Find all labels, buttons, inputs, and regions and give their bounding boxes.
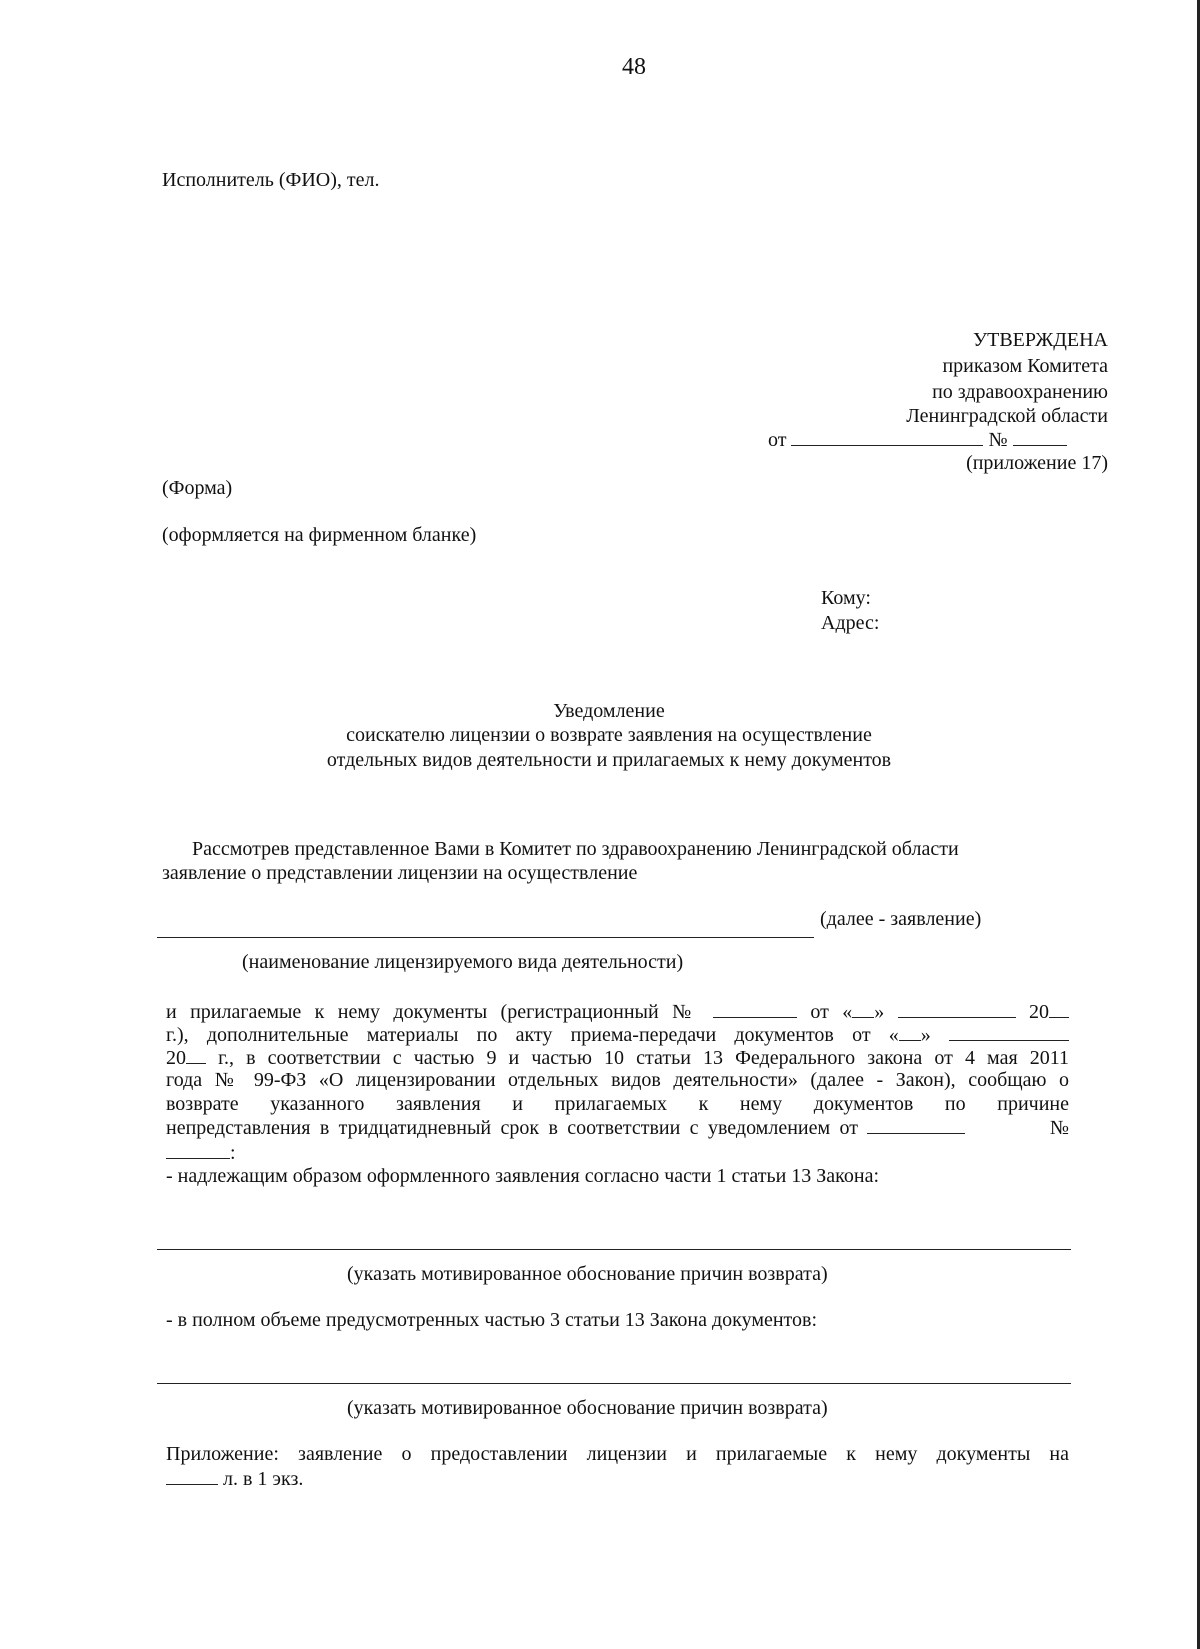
- document-subtitle-2: отдельных видов деятельности и прилагаемых к нему документов: [326, 749, 892, 771]
- attachment-line-1: Приложение: заявление о предоставлении лицензии и прилагаемые к нему документы на: [166, 1443, 1069, 1465]
- reg-date-open: от «: [810, 1001, 853, 1023]
- notice-colon: :: [230, 1142, 236, 1164]
- approval-number-blank: [1013, 428, 1067, 446]
- approval-date-line: [768, 428, 1067, 452]
- act-year-prefix: 20: [166, 1047, 186, 1069]
- reg-number-label: и прилагаемые к нему документы (регистрационный №: [166, 1001, 700, 1023]
- recipient-address-label: Адрес:: [821, 612, 880, 634]
- reg-day-blank: [852, 1000, 874, 1018]
- reg-date-group: [810, 1001, 884, 1023]
- reg-date-close: »: [874, 1001, 885, 1023]
- body-line-3: [166, 1046, 1069, 1070]
- intro-line-1: Рассмотрев представленное Вами в Комитет по здравоохранению Ленинградской области: [192, 838, 959, 860]
- reg-year-group: [1029, 1001, 1069, 1023]
- approval-line-1: приказом Комитета: [942, 355, 1108, 377]
- letterhead-note: (оформляется на фирменном бланке): [162, 524, 477, 546]
- body-line-1: [166, 1000, 1069, 1024]
- act-date-group: [166, 1024, 931, 1046]
- executor-label: Исполнитель (ФИО), тел.: [162, 169, 380, 191]
- document-subtitle-1: соискателю лицензии о возврате заявления на осуществление: [346, 724, 872, 746]
- reg-year-blank: [1049, 1000, 1069, 1018]
- activity-caption: (наименование лицензируемого вида деятельности): [242, 951, 684, 973]
- approval-date-blank: [791, 428, 983, 446]
- approval-date-prefix: от: [768, 429, 787, 451]
- body-line-6: [166, 1116, 1069, 1140]
- body-line-2: [166, 1023, 1069, 1047]
- return-reason-item-1: - надлежащим образом оформленного заявления согласно части 1 статьи 13 Закона:: [166, 1165, 880, 1187]
- reason-blank-line-2: [157, 1383, 1071, 1384]
- reg-month-blank: [898, 1000, 1016, 1018]
- act-date-label: г.), дополнительные материалы по акту приема-передачи документов от «: [166, 1024, 899, 1046]
- notice-number-sign: №: [1049, 1117, 1070, 1139]
- approval-appendix: (приложение 17): [966, 452, 1108, 474]
- notice-date-blank: [867, 1116, 965, 1134]
- return-reason-item-2: - в полном объеме предусмотренных частью 3 статьи 13 Закона документов:: [166, 1309, 818, 1331]
- reason-caption-2: (указать мотивированное обоснование причин возврата): [347, 1397, 828, 1419]
- hereinafter-label: (далее - заявление): [820, 908, 982, 930]
- reason-blank-line-1: [157, 1249, 1071, 1250]
- approval-line-3: Ленинградской области: [906, 405, 1108, 427]
- notice-date-label: непредставления в тридцатидневный срок в соответствии с уведомлением от: [166, 1117, 859, 1139]
- approval-line-2: по здравоохранению: [932, 381, 1108, 403]
- act-year-group: [166, 1047, 206, 1069]
- body-line-4: года № 99-ФЗ «О лицензировании отдельных видов деятельности» (далее - Закон), сообщаю о: [166, 1069, 1069, 1091]
- page-number: 48: [622, 54, 646, 80]
- intro-line-2: заявление о представлении лицензии на осуществление: [162, 862, 638, 884]
- activity-blank-line: [157, 937, 814, 938]
- body-line-5: возврате указанного заявления и прилагаемых к нему документов по причине: [166, 1093, 1069, 1115]
- act-day-blank: [899, 1023, 921, 1041]
- form-label: (Форма): [162, 477, 233, 499]
- sheets-count-blank: [166, 1467, 218, 1485]
- attachment-line-2: [166, 1467, 303, 1491]
- act-date-close: »: [920, 1024, 931, 1046]
- body-line-7: [166, 1141, 236, 1165]
- reg-year-prefix: 20: [1029, 1001, 1049, 1023]
- notice-number-blank: [166, 1141, 230, 1159]
- law-reference: г., в соответствии с частью 9 и частью 10 статьи 13 Федерального закона от 4 мая 2011: [218, 1047, 1069, 1069]
- notice-number-group: [867, 1117, 1069, 1139]
- approval-number-sign: №: [988, 429, 1008, 451]
- reg-number-blank: [713, 1000, 797, 1018]
- attachment-copies: л. в 1 экз.: [223, 1468, 304, 1490]
- act-month-blank: [949, 1023, 1069, 1041]
- reason-caption-1: (указать мотивированное обоснование причин возврата): [347, 1263, 828, 1285]
- act-year-blank: [186, 1046, 206, 1064]
- approval-title: УТВЕРЖДЕНА: [972, 329, 1108, 351]
- recipient-to-label: Кому:: [821, 587, 871, 609]
- document-title: Уведомление: [553, 700, 665, 722]
